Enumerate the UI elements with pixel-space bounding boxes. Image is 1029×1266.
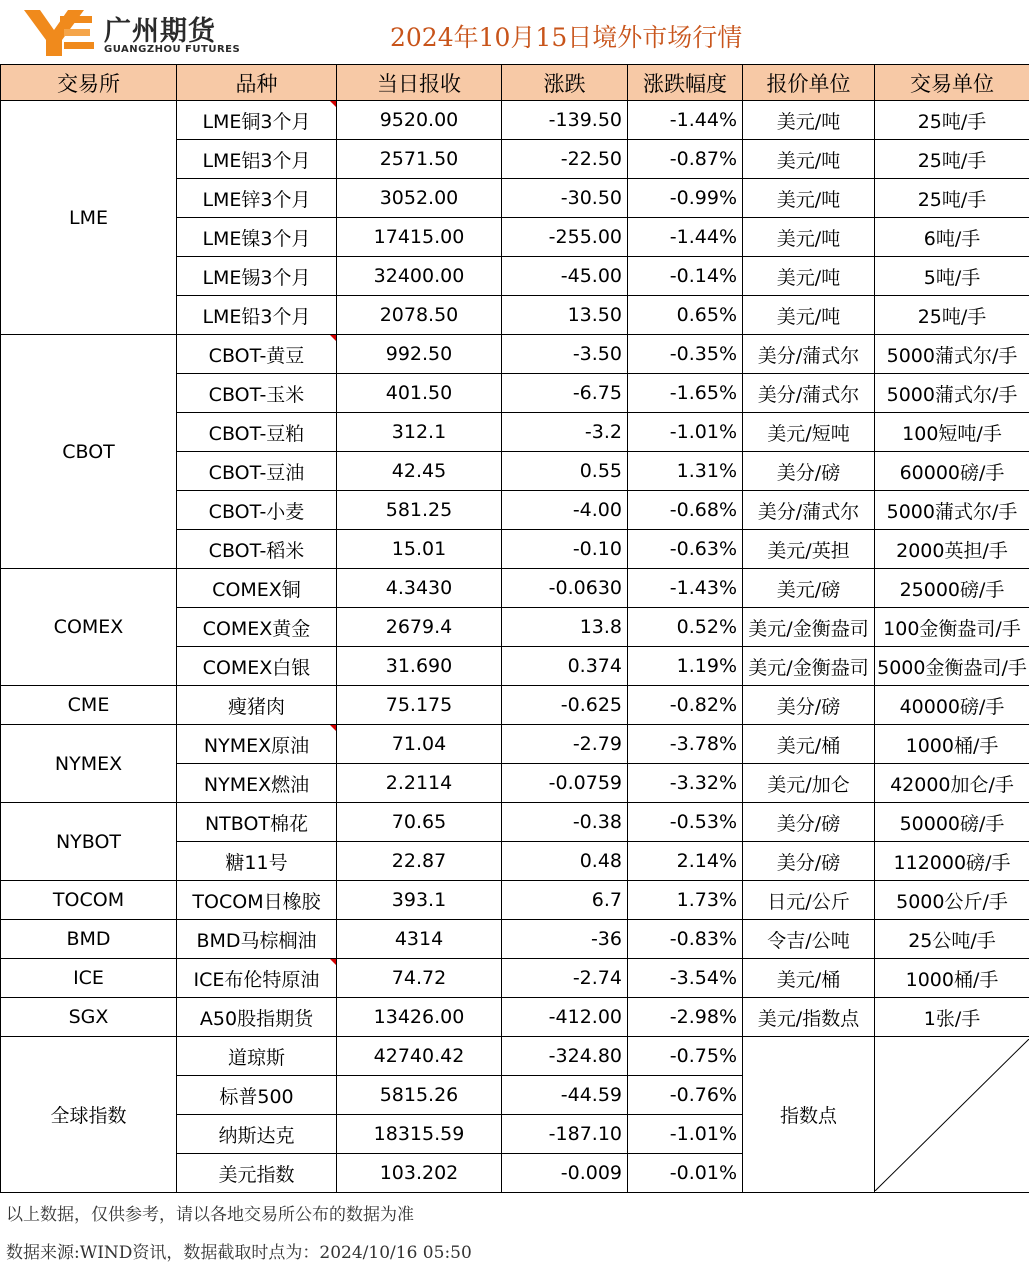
product-cell [177,764,337,803]
change-pct-cell: -0.99% [628,179,743,218]
product-name: ICE布伦特原油 [193,968,320,991]
change-cell: -0.10 [502,530,628,569]
table-row [1,569,1029,608]
change-pct-cell: -3.78% [628,725,743,764]
product-cell [177,920,337,959]
change-cell: -0.38 [502,803,628,842]
change-cell: -187.10 [502,1115,628,1154]
product-name: LME铝3个月 [202,149,311,172]
change-pct-cell: -2.98% [628,998,743,1037]
trade-unit-cell: 40000磅/手 [875,686,1029,725]
exchange-cell: ICE [1,959,177,998]
quote-unit-cell: 指数点 [743,1037,875,1193]
exchange-cell: BMD [1,920,177,959]
change-pct-cell: -3.54% [628,959,743,998]
product-name: BMD马棕榈油 [196,929,317,952]
product-cell [177,218,337,257]
change-cell: -44.59 [502,1076,628,1115]
close-price-cell: 18315.59 [337,1115,502,1154]
change-cell: -0.009 [502,1154,628,1193]
product-cell: 标普500 [177,1076,337,1115]
trade-unit-cell: 100短吨/手 [875,413,1029,452]
product-cell [177,803,337,842]
product-name: NYMEX原油 [203,734,310,757]
product-name: TOCOM日橡胶 [192,890,321,913]
quote-unit-cell: 美元/英担 [743,530,875,569]
table-row [1,998,1029,1037]
change-pct-cell: -0.83% [628,920,743,959]
close-price-cell: 31.690 [337,647,502,686]
exchange-cell: NYMEX [1,725,177,803]
product-cell: 纳斯达克 [177,1115,337,1154]
change-cell: 6.7 [502,881,628,920]
quote-unit-cell: 美元/短吨 [743,413,875,452]
product-name: CBOT-玉米 [208,383,305,406]
change-pct-cell: 1.73% [628,881,743,920]
product-name: LME铜3个月 [202,110,311,133]
page-header [0,0,1029,64]
change-cell: -2.74 [502,959,628,998]
col-header-close: 当日报收 [337,65,502,101]
product-name: 糖11号 [225,851,288,874]
trade-unit-cell: 5吨/手 [875,257,1029,296]
product-cell [177,569,337,608]
exchange-cell: COMEX [1,569,177,686]
product-cell [177,179,337,218]
quote-unit-cell: 日元/公斤 [743,881,875,920]
close-price-cell: 4314 [337,920,502,959]
col-header-product: 品种 [177,65,337,101]
trade-unit-cell: 25吨/手 [875,140,1029,179]
exchange-cell: CBOT [1,335,177,569]
exchange-cell: TOCOM [1,881,177,920]
close-price-cell: 393.1 [337,881,502,920]
change-cell: -0.625 [502,686,628,725]
table-row [1,725,1029,764]
product-name: LME锌3个月 [202,188,311,211]
quote-unit-cell: 美元/吨 [743,179,875,218]
page-title: 2024年10月15日境外市场行情 [390,23,743,52]
close-price-cell: 401.50 [337,374,502,413]
product-name: LME铅3个月 [202,305,311,328]
product-cell [177,140,337,179]
product-name: CBOT-豆油 [208,461,305,484]
trade-unit-cell: 1000桶/手 [875,959,1029,998]
change-cell: 0.55 [502,452,628,491]
change-pct-cell: -0.82% [628,686,743,725]
change-cell: -324.80 [502,1037,628,1076]
product-cell [177,374,337,413]
close-price-cell: 42740.42 [337,1037,502,1076]
change-pct-cell: 1.19% [628,647,743,686]
change-pct-cell: -0.01% [628,1154,743,1193]
trade-unit-cell: 60000磅/手 [875,452,1029,491]
product-cell [177,101,337,140]
change-pct-cell: -0.53% [628,803,743,842]
quote-unit-cell: 美元/吨 [743,218,875,257]
change-cell: -6.75 [502,374,628,413]
quote-unit-cell: 美元/金衡盎司 [743,647,875,686]
trade-unit-empty-cell [875,1037,1029,1193]
trade-unit-cell: 50000磅/手 [875,803,1029,842]
change-cell: -4.00 [502,491,628,530]
market-table [0,64,1029,1193]
change-pct-cell: 1.31% [628,452,743,491]
close-price-cell: 312.1 [337,413,502,452]
product-name: LME锡3个月 [202,266,311,289]
quote-unit-cell: 美分/磅 [743,686,875,725]
change-pct-cell: -0.63% [628,530,743,569]
change-pct-cell: -1.01% [628,1115,743,1154]
product-name: A50股指期货 [199,1007,314,1030]
exchange-cell: SGX [1,998,177,1037]
guangzhou-futures-logo-icon [24,10,94,56]
quote-unit-cell: 美元/金衡盎司 [743,608,875,647]
change-cell: 0.48 [502,842,628,881]
change-pct-cell: -3.32% [628,764,743,803]
product-cell [177,725,337,764]
col-header-quote-unit: 报价单位 [743,65,875,101]
quote-unit-cell: 美分/磅 [743,452,875,491]
brand-name-en: GUANGZHOU FUTURES [104,44,241,55]
change-pct-cell: 0.52% [628,608,743,647]
change-pct-cell: 0.65% [628,296,743,335]
product-cell [177,842,337,881]
product-cell: 美元指数 [177,1154,337,1193]
table-row [1,1037,1029,1076]
change-pct-cell: -0.76% [628,1076,743,1115]
quote-unit-cell: 美元/吨 [743,296,875,335]
change-pct-cell: -1.01% [628,413,743,452]
product-name: NTBOT棉花 [204,812,309,835]
change-pct-cell: -0.35% [628,335,743,374]
close-price-cell: 2679.4 [337,608,502,647]
data-source-note: 数据来源:WIND资讯，数据截取时点为：2024/10/16 05:50 [6,1243,472,1263]
close-price-cell: 2571.50 [337,140,502,179]
change-cell: -36 [502,920,628,959]
col-header-change: 涨跌 [502,65,628,101]
close-price-cell: 15.01 [337,530,502,569]
table-row [1,881,1029,920]
change-cell: -412.00 [502,998,628,1037]
quote-unit-cell: 美元/磅 [743,569,875,608]
change-cell: -139.50 [502,101,628,140]
product-name: 瘦猪肉 [227,695,285,718]
product-cell [177,296,337,335]
product-cell [177,530,337,569]
change-cell: -0.0630 [502,569,628,608]
change-pct-cell: -1.43% [628,569,743,608]
product-cell [177,452,337,491]
product-cell [177,413,337,452]
quote-unit-cell: 美分/蒲式尔 [743,335,875,374]
change-cell: -255.00 [502,218,628,257]
change-cell: 0.374 [502,647,628,686]
table-body [1,101,1029,1193]
change-pct-cell: 2.14% [628,842,743,881]
product-cell [177,647,337,686]
table-row [1,803,1029,842]
change-cell: -45.00 [502,257,628,296]
table-row [1,335,1029,374]
comment-marker-icon [330,101,336,107]
change-pct-cell: -0.87% [628,140,743,179]
product-cell [177,608,337,647]
close-price-cell: 9520.00 [337,101,502,140]
close-price-cell: 581.25 [337,491,502,530]
change-pct-cell: -1.44% [628,101,743,140]
trade-unit-cell: 25公吨/手 [875,920,1029,959]
exchange-cell: 全球指数 [1,1037,177,1193]
change-cell: -0.0759 [502,764,628,803]
close-price-cell: 13426.00 [337,998,502,1037]
product-cell [177,998,337,1037]
table-row [1,686,1029,725]
close-price-cell: 74.72 [337,959,502,998]
quote-unit-cell: 令吉/公吨 [743,920,875,959]
trade-unit-cell: 112000磅/手 [875,842,1029,881]
close-price-cell: 2078.50 [337,296,502,335]
trade-unit-cell: 42000加仑/手 [875,764,1029,803]
quote-unit-cell: 美元/桶 [743,725,875,764]
quote-unit-cell: 美分/磅 [743,803,875,842]
close-price-cell: 103.202 [337,1154,502,1193]
change-cell: -3.2 [502,413,628,452]
trade-unit-cell: 5000蒲式尔/手 [875,335,1029,374]
product-cell [177,959,337,998]
close-price-cell: 22.87 [337,842,502,881]
close-price-cell: 992.50 [337,335,502,374]
close-price-cell: 2.2114 [337,764,502,803]
trade-unit-cell: 25吨/手 [875,179,1029,218]
trade-unit-cell: 5000金衡盎司/手 [875,647,1029,686]
quote-unit-cell: 美元/吨 [743,257,875,296]
quote-unit-cell: 美元/吨 [743,140,875,179]
comment-marker-icon [330,335,336,341]
col-header-change-pct: 涨跌幅度 [628,65,743,101]
product-name: COMEX白银 [202,656,311,679]
close-price-cell: 70.65 [337,803,502,842]
product-cell [177,335,337,374]
close-price-cell: 17415.00 [337,218,502,257]
change-cell: -30.50 [502,179,628,218]
product-cell [177,257,337,296]
change-cell: -3.50 [502,335,628,374]
comment-marker-icon [330,959,336,965]
brand-name-cn: 广州期货 [104,16,216,47]
change-pct-cell: -1.44% [628,218,743,257]
comment-marker-icon [330,725,336,731]
change-cell: -22.50 [502,140,628,179]
col-header-exchange: 交易所 [1,65,177,101]
product-name: CBOT-黄豆 [208,344,305,367]
quote-unit-cell: 美元/吨 [743,101,875,140]
quote-unit-cell: 美元/指数点 [743,998,875,1037]
change-pct-cell: -0.75% [628,1037,743,1076]
product-name: NYMEX燃油 [203,773,310,796]
quote-unit-cell: 美元/加仑 [743,764,875,803]
trade-unit-cell: 6吨/手 [875,218,1029,257]
close-price-cell: 75.175 [337,686,502,725]
exchange-cell: LME [1,101,177,335]
trade-unit-cell: 5000蒲式尔/手 [875,374,1029,413]
product-name: LME镍3个月 [202,227,311,250]
diagonal-slash-icon [875,1039,1029,1191]
table-row [1,959,1029,998]
change-cell: 13.50 [502,296,628,335]
change-pct-cell: -1.65% [628,374,743,413]
product-name: CBOT-稻米 [208,539,305,562]
table-header-row [1,65,1029,101]
product-name: CBOT-小麦 [208,500,305,523]
close-price-cell: 42.45 [337,452,502,491]
close-price-cell: 4.3430 [337,569,502,608]
product-cell [177,881,337,920]
product-cell [177,686,337,725]
change-pct-cell: -0.68% [628,491,743,530]
trade-unit-cell: 1000桶/手 [875,725,1029,764]
trade-unit-cell: 5000公斤/手 [875,881,1029,920]
trade-unit-cell: 25吨/手 [875,296,1029,335]
table-row [1,101,1029,140]
quote-unit-cell: 美分/蒲式尔 [743,491,875,530]
quote-unit-cell: 美分/蒲式尔 [743,374,875,413]
change-cell: -2.79 [502,725,628,764]
trade-unit-cell: 5000蒲式尔/手 [875,491,1029,530]
trade-unit-cell: 100金衡盎司/手 [875,608,1029,647]
close-price-cell: 71.04 [337,725,502,764]
trade-unit-cell: 25000磅/手 [875,569,1029,608]
change-cell: 13.8 [502,608,628,647]
trade-unit-cell: 2000英担/手 [875,530,1029,569]
trade-unit-cell: 1张/手 [875,998,1029,1037]
disclaimer-note: 以上数据，仅供参考，请以各地交易所公布的数据为准 [6,1205,414,1225]
change-pct-cell: -0.14% [628,257,743,296]
product-name: COMEX铜 [212,578,301,601]
trade-unit-cell: 25吨/手 [875,101,1029,140]
quote-unit-cell: 美元/桶 [743,959,875,998]
table-row [1,920,1029,959]
product-name: CBOT-豆粕 [208,422,305,445]
close-price-cell: 3052.00 [337,179,502,218]
close-price-cell: 32400.00 [337,257,502,296]
close-price-cell: 5815.26 [337,1076,502,1115]
exchange-cell: NYBOT [1,803,177,881]
exchange-cell: CME [1,686,177,725]
col-header-trade-unit: 交易单位 [875,65,1029,101]
product-cell: 道琼斯 [177,1037,337,1076]
product-name: COMEX黄金 [202,617,311,640]
product-cell [177,491,337,530]
quote-unit-cell: 美分/磅 [743,842,875,881]
